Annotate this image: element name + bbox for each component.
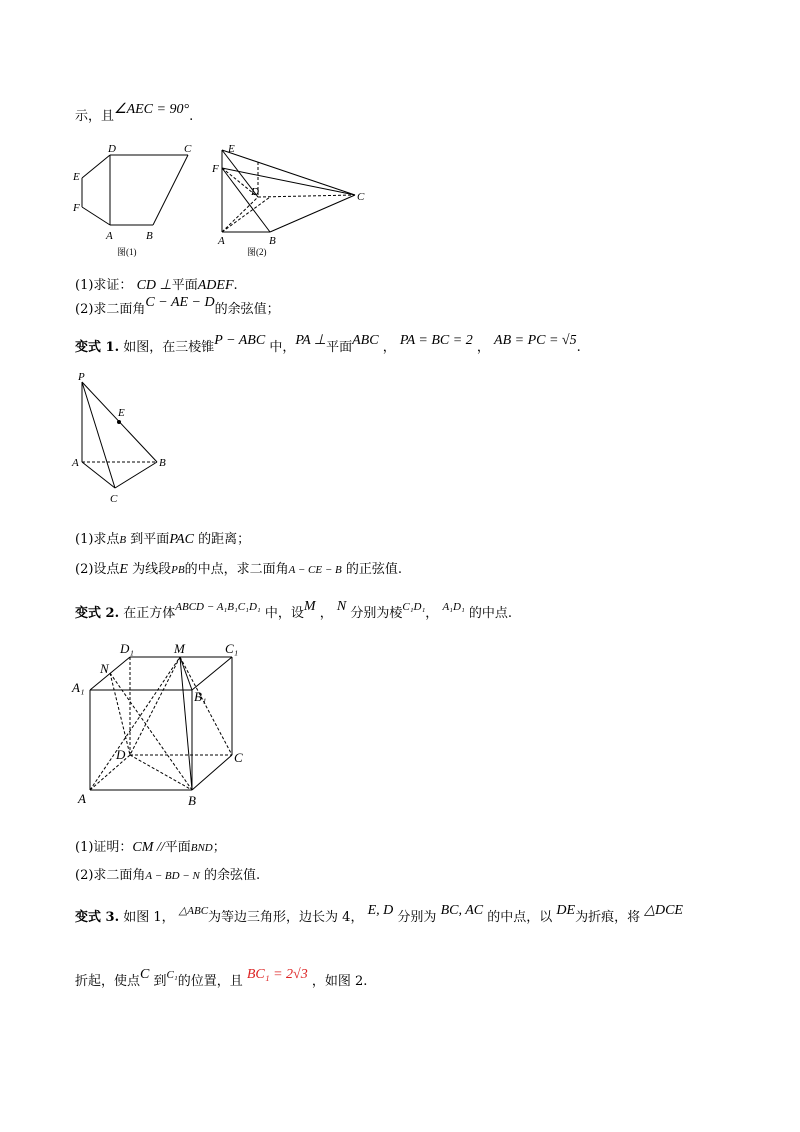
v2-q2-t2: 的余弦值. (203, 868, 261, 883)
fig2-label-e: E (228, 143, 235, 155)
v1-t3: 平面 (326, 340, 353, 355)
v2-t2: 中，设 (264, 606, 304, 621)
v2-m1: ABCD − A₁B₁C₁D₁ (175, 601, 261, 613)
v2-t4: 分别为棱 (350, 606, 403, 621)
cube-edge-nd (110, 673, 130, 755)
v2-m3: N (336, 599, 347, 614)
v1-t6: . (576, 340, 581, 355)
v3-l2t1: 折起，使点 (75, 974, 141, 989)
v1-q2-m2: PB (171, 564, 185, 576)
fig1-caption: 图(1) (117, 247, 137, 257)
v2-m4: C₁D₁ (402, 601, 426, 613)
cube-label-d1: D₁ (120, 641, 134, 656)
fig1-label-e: E (73, 171, 80, 183)
fig1-edge-cb (153, 155, 188, 225)
cube-label-a: A (78, 791, 86, 806)
v3-l2t2: 到 (153, 974, 167, 989)
v1-t5: ， (476, 340, 490, 355)
figure-2 (210, 140, 370, 260)
variant-1-statement (75, 333, 581, 358)
q2-math: C − AE − D (145, 295, 215, 310)
cube-edge-bc (192, 755, 232, 790)
v1-label-b: B (159, 457, 166, 469)
v1-m4: PA = BC = 2 (399, 333, 473, 348)
v1-m1: P − ABC (214, 333, 266, 348)
cube-edge-md (130, 657, 180, 755)
v1-label-a: A (72, 457, 79, 469)
v1-m3: ABC (352, 333, 379, 348)
v1-q2-t2: 为线段 (132, 562, 172, 577)
cube-label-b: B (188, 793, 196, 808)
cube-edge-nb (110, 673, 192, 790)
v1-t4: ， (382, 340, 396, 355)
fig2-caption: 图(2) (247, 247, 267, 257)
v3-l2t3: 的位置，且 (177, 974, 243, 989)
intro-suffix: . (189, 109, 194, 124)
variant-2-title: 变式 2. (75, 606, 120, 621)
q1-math: CD ⊥ (136, 278, 172, 293)
v1-q2-t1: (2)设点 (75, 562, 120, 577)
v1-m5: AB = PC = √5 (494, 333, 577, 348)
cube-label-m: M (174, 641, 185, 656)
v1-q2-m3: A − CE − B (288, 564, 342, 576)
cube-label-a1: A₁ (72, 680, 85, 695)
v2-q1-t1: (1)证明： (75, 840, 133, 855)
variant-2-question-2 (75, 866, 260, 886)
fig1-label-d: D (108, 143, 116, 155)
intro-angle: ∠AEC = 90° (114, 102, 190, 117)
fig1-label-f: F (73, 202, 80, 214)
v1-edge-ac (82, 462, 115, 488)
question-1 (75, 276, 238, 296)
q1-text: 平面 (171, 278, 198, 293)
v1-edge-cb (115, 462, 157, 488)
variant-1-title: 变式 1. (75, 340, 120, 355)
q2-num: (2)求二面角 (75, 302, 146, 317)
cube-edge-am (90, 657, 180, 790)
cube-label-c1: C₁ (225, 641, 239, 656)
fig1-label-b: B (146, 230, 153, 242)
v3-t1: 如图 1， (123, 910, 175, 925)
v1-q1-m1: B (119, 534, 127, 546)
v1-edge-pc (82, 382, 115, 488)
v3-m3: BC, AC (440, 903, 484, 918)
v3-highlight-bc1: BC₁ = 2√3 (246, 967, 308, 982)
v3-m2: E, D (367, 903, 394, 918)
figure-1 (60, 140, 200, 260)
v1-t2: 中， (269, 340, 296, 355)
fig1-label-c: C (184, 143, 192, 155)
q1-end: . (233, 278, 238, 293)
variant-3-title: 变式 3. (75, 910, 120, 925)
variant-1-question-1 (75, 530, 250, 550)
fig1-edge-fa (82, 207, 110, 225)
variant-2-statement (75, 599, 513, 624)
v2-q1-m2: BND (190, 842, 213, 854)
fig1-label-a: A (106, 230, 113, 242)
v1-label-p: P (78, 371, 85, 383)
v2-m2: M (303, 599, 316, 614)
cube-edge-b1c1 (192, 657, 232, 690)
cube-edge-db (130, 755, 192, 790)
cube-label-d: D (116, 747, 126, 762)
fig2-label-f: F (212, 163, 219, 175)
v1-label-c: C (110, 493, 118, 505)
v1-m2: PA ⊥ (295, 333, 327, 348)
q1-math2: ADEF (197, 278, 234, 293)
cube-label-c: C (234, 750, 243, 765)
variant-2-cube-figure (70, 635, 260, 835)
fig2-edge-fb (222, 168, 270, 232)
v2-t1: 在正方体 (123, 606, 176, 621)
v1-q1-t2: 到平面 (130, 532, 170, 547)
v2-t3: ， (319, 606, 333, 621)
v1-q1-t1: (1)求点 (75, 532, 120, 547)
v1-t1: 如图，在三棱锥 (123, 340, 215, 355)
fig1-edge-de (82, 155, 110, 178)
v3-t5: 为折痕，将 (575, 910, 641, 925)
v2-m5: A₁D₁ (442, 601, 465, 613)
intro-prefix: 示，且 (75, 109, 115, 124)
variant-1-figure (70, 370, 190, 515)
v1-q1-t3: 的距离； (198, 532, 251, 547)
fig2-edge-bc (270, 195, 355, 232)
v2-q1-t3: ； (212, 840, 226, 855)
fig2-label-a: A (218, 235, 225, 247)
variant-1-question-2 (75, 560, 402, 580)
question-2 (75, 295, 280, 320)
variant-3-statement-line-2 (75, 967, 368, 992)
v1-q2-m1: E (119, 562, 128, 577)
fig2-edge-a-diag (222, 197, 270, 232)
v2-q2-m1: A − BD − N (145, 870, 200, 882)
fig2-label-b: B (269, 235, 276, 247)
cube-label-n: N (100, 661, 109, 676)
v2-q1-t2: 平面 (164, 840, 191, 855)
intro-line (75, 102, 194, 127)
v1-point-e (117, 420, 121, 424)
v3-t2: 为等边三角形，边长为 4， (208, 910, 364, 925)
v3-m1: △ABC (178, 905, 209, 917)
v1-label-e: E (118, 407, 125, 419)
v3-t3: 分别为 (397, 910, 437, 925)
fig2-edge-dc (258, 195, 355, 197)
v3-l2t4: ，如图 2. (311, 974, 368, 989)
v2-t5: ， (425, 606, 439, 621)
fig2-label-c: C (357, 191, 365, 203)
q1-num: (1)求证： (75, 278, 133, 293)
v3-t4: 的中点，以 (487, 910, 553, 925)
v2-q2-t1: (2)求二面角 (75, 868, 146, 883)
v1-q1-m2: PAC (169, 532, 194, 547)
variant-2-question-1 (75, 838, 226, 858)
v1-q2-t3: 的中点，求二面角 (184, 562, 289, 577)
fig2-label-d: D (251, 186, 259, 198)
fig2-edge-ad (222, 197, 258, 232)
v1-q2-t4: 的正弦值. (345, 562, 403, 577)
v3-l2m2: C₁ (166, 969, 178, 981)
v2-q1-m1: CM // (132, 840, 165, 855)
v3-m5: △DCE (644, 903, 683, 918)
cube-label-b1: B₁ (194, 689, 207, 704)
q2-text: 的余弦值； (214, 302, 280, 317)
v3-l2m1: C (140, 967, 150, 982)
variant-3-statement (75, 903, 683, 928)
v3-m4: DE (556, 903, 576, 918)
v2-t6: 的中点. (468, 606, 513, 621)
